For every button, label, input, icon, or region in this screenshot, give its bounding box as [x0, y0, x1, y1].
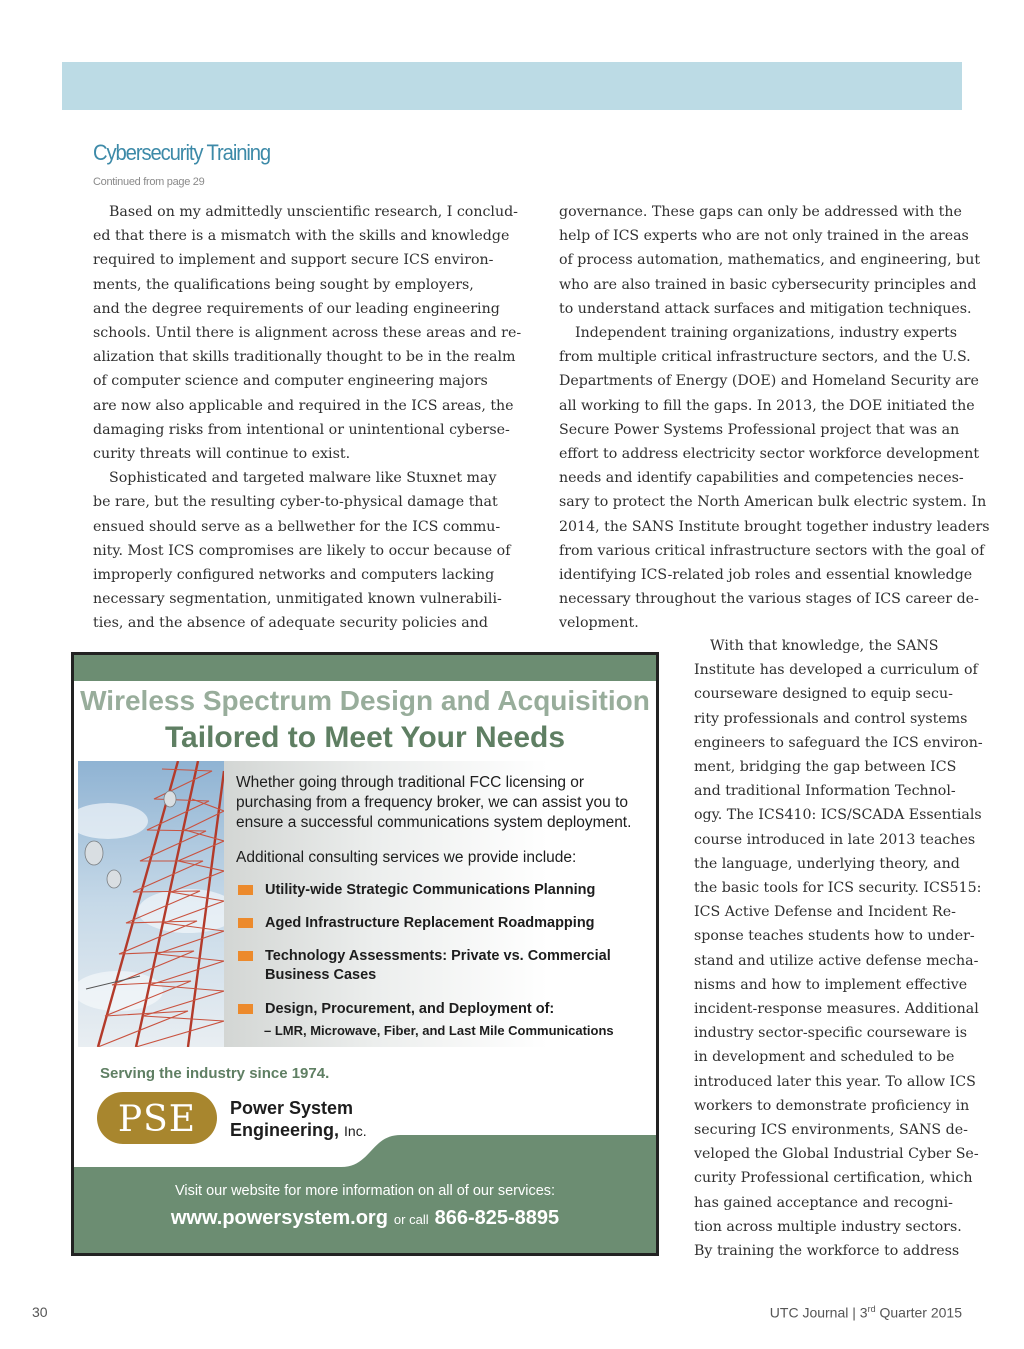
company-line	[230, 1119, 367, 1142]
ad-intro-line: ensure a successful communications system deployment.	[236, 814, 632, 831]
text-line: of process automation, mathematics, and engineering, but	[559, 252, 981, 269]
text-line: curity threats will continue to exist.	[93, 446, 351, 463]
website-link[interactable]: www.powersystem.org	[170, 1207, 388, 1229]
text-line: and the degree requirements of our leading engineering	[93, 300, 500, 317]
text-line: damaging risks from intentional or unintentional cyberse-	[93, 421, 510, 438]
text-line: velopment.	[559, 615, 639, 632]
text-line: improperly configured networks and computers lacking	[93, 567, 495, 584]
text-line: nity. Most ICS compromises are likely to occur because of	[93, 542, 511, 559]
text-line: stand and utilize active defense mecha-	[694, 952, 979, 969]
text-line: from multiple critical infrastructure sectors, and the U.S.	[559, 349, 971, 366]
ad-serving-tagline: Serving the industry since 1974.	[100, 1065, 330, 1082]
ad-services-intro: Additional consulting services we provide include:	[236, 849, 577, 866]
square-bullet-icon	[238, 1004, 253, 1014]
text-line: Independent training organizations, industry experts	[575, 325, 958, 342]
text-line: necessary segmentation, unmitigated known vulnerabili-	[93, 591, 502, 608]
square-bullet-icon	[238, 885, 253, 895]
ad-service-line: Technology Assessments: Private vs. Commercial	[265, 948, 611, 964]
text-line: of computer science and computer engineering majors	[93, 373, 488, 390]
ad-visit-text: Visit our website for more information on all of our services:	[174, 1183, 556, 1199]
ad-sub-service: – LMR, Microwave, Fiber, and Last Mile Communications	[264, 1023, 614, 1038]
footer-separator: |	[852, 1304, 856, 1321]
text-line: governance. These gaps can only be addressed with the	[559, 204, 962, 220]
journal-name: UTC Journal	[769, 1304, 849, 1321]
text-line: and traditional Information Technol-	[694, 783, 956, 800]
text-line: sponse teaches students how to under-	[694, 928, 975, 945]
radio-tower-photo	[78, 761, 224, 1047]
text-line: veloped the Global Industrial Cyber Se-	[694, 1146, 979, 1163]
text-line: schools. Until there is alignment across these areas and re-	[93, 325, 522, 342]
square-bullet-icon	[238, 951, 253, 961]
text-line: the basic tools for ICS security. ICS515:	[694, 880, 982, 897]
ad-intro-line: purchasing from a frequency broker, we can assist you to	[236, 794, 629, 811]
ad-service-label	[265, 947, 648, 985]
text-line: Based on my admittedly unscientific research, I conclud-	[109, 204, 518, 220]
text-line: effort to address electricity sector workforce development	[559, 446, 980, 463]
paragraph	[93, 200, 522, 466]
text-line: from various critical infrastructure sectors with the goal of	[559, 542, 985, 559]
text-line: help of ICS experts who are not only trained in the areas	[559, 228, 969, 245]
text-line: Institute has developed a curriculum of	[694, 662, 978, 679]
journal-footer	[770, 1304, 962, 1321]
text-line: ments, the qualifications being sought by employers,	[93, 276, 474, 293]
text-line: all working to fill the gaps. In 2013, the DOE initiated the	[559, 397, 975, 414]
text-line: sary to protect the North American bulk electric system. In	[559, 494, 987, 511]
article-column-right	[694, 634, 983, 1263]
text-line: courseware designed to equip secu-	[694, 686, 953, 703]
text-line: are now also applicable and required in the ICS areas, the	[93, 397, 514, 414]
ad-intro-line: Whether going through traditional FCC licensing or	[236, 774, 585, 791]
ad-service-label: Design, Procurement, and Deployment of:	[265, 1001, 555, 1017]
company-suffix: Inc.	[344, 1123, 367, 1139]
text-line: curity Professional certification, which	[694, 1170, 973, 1187]
phone-number: 866-825-8895	[434, 1207, 560, 1229]
article-column-middle	[559, 200, 990, 636]
text-line: be rare, but the resulting cyber-to-physical damage that	[93, 494, 498, 511]
ad-service-item	[238, 947, 648, 985]
quarter-number: 3	[859, 1304, 868, 1321]
text-line: Secure Power Systems Professional project that was an	[559, 421, 960, 438]
text-line: course introduced in late 2013 teaches	[694, 831, 976, 848]
ad-headline: Wireless Spectrum Design and Acquisition	[80, 685, 650, 716]
paragraph	[93, 466, 511, 635]
ad-service-item	[238, 1000, 648, 1019]
text-line: engineers to safeguard the ICS environ-	[694, 734, 983, 751]
text-line: securing ICS environments, SANS de-	[694, 1122, 968, 1139]
square-bullet-icon	[238, 918, 253, 928]
quarter-suffix: rd	[867, 1304, 876, 1314]
text-line: By training the workforce to address	[694, 1243, 960, 1260]
paragraph	[559, 200, 981, 321]
text-line: 2014, the SANS Institute brought together industry leaders	[559, 518, 990, 535]
company-name-part: Engineering,	[230, 1120, 340, 1140]
text-line: With that knowledge, the SANS	[710, 638, 939, 654]
text-line: tion across multiple industry sectors.	[694, 1218, 962, 1235]
text-line: Sophisticated and targeted malware like Stuxnet may	[109, 470, 497, 487]
ad-intro	[236, 773, 656, 833]
text-line: has gained acceptance and recogni-	[694, 1194, 953, 1211]
pse-logo	[96, 1091, 218, 1145]
pse-logo-text: PSE	[117, 1099, 197, 1140]
text-line: Departments of Energy (DOE) and Homeland Security are	[559, 373, 979, 390]
text-line: to understand attack surfaces and mitigation techniques.	[559, 300, 972, 317]
text-line: ties, and the absence of adequate security policies and	[93, 615, 488, 632]
text-line: ment, bridging the gap between ICS	[694, 759, 957, 776]
ad-service-label: Aged Infrastructure Replacement Roadmapping	[265, 915, 595, 931]
article-column-left	[93, 200, 522, 636]
text-line: alization that skills traditionally thought to be in the realm	[93, 349, 516, 366]
company-line: Power System	[230, 1098, 354, 1118]
ad-service-item	[238, 881, 648, 900]
text-line: industry sector-specific courseware is	[694, 1025, 967, 1042]
section-title: Cybersecurity Training	[93, 140, 271, 165]
ad-service-label: Utility-wide Strategic Communications Planning	[265, 882, 596, 898]
text-line: incident-response measures. Additional	[694, 1001, 979, 1018]
text-line: workers to demonstrate proficiency in	[694, 1097, 970, 1114]
ad-subheadline: Tailored to Meet Your Needs	[164, 721, 566, 754]
text-line: introduced later this year. To allow ICS	[694, 1073, 976, 1090]
ad-contact-line	[74, 1207, 656, 1230]
text-line: ICS Active Defense and Incident Re-	[694, 904, 956, 921]
text-line: rity professionals and control systems	[694, 710, 968, 727]
text-line: nisms and how to implement effective	[694, 976, 968, 993]
ad-service-line: Business Cases	[265, 967, 377, 983]
or-call-text: or call	[393, 1212, 429, 1227]
continued-note: Continued from page 29	[93, 176, 205, 188]
text-line: ogy. The ICS410: ICS/SCADA Essentials	[694, 807, 982, 824]
text-line: ed that there is a mismatch with the skills and knowledge	[93, 228, 510, 245]
text-line: ensued should serve as a bellwether for the ICS commu-	[93, 518, 501, 535]
ad-top-bar	[74, 655, 656, 681]
text-line: the language, underlying theory, and	[694, 855, 960, 872]
text-line: required to implement and support secure ICS environ-	[93, 252, 494, 269]
text-line: necessary throughout the various stages of ICS career de-	[559, 591, 979, 608]
page-number: 30	[32, 1304, 48, 1320]
top-color-band	[62, 62, 962, 110]
advertisement	[71, 652, 659, 1256]
quarter-text: Quarter 2015	[879, 1304, 962, 1321]
text-line: needs and identify capabilities and competencies neces-	[559, 470, 964, 487]
text-line: identifying ICS-related job roles and essential knowledge	[559, 567, 973, 584]
ad-service-item	[238, 914, 648, 933]
ad-company-name	[230, 1097, 367, 1142]
paragraph	[694, 634, 983, 1263]
text-line: in development and scheduled to be	[694, 1049, 955, 1066]
paragraph	[559, 321, 990, 636]
text-line: who are also trained in basic cybersecurity principles and	[559, 276, 977, 293]
